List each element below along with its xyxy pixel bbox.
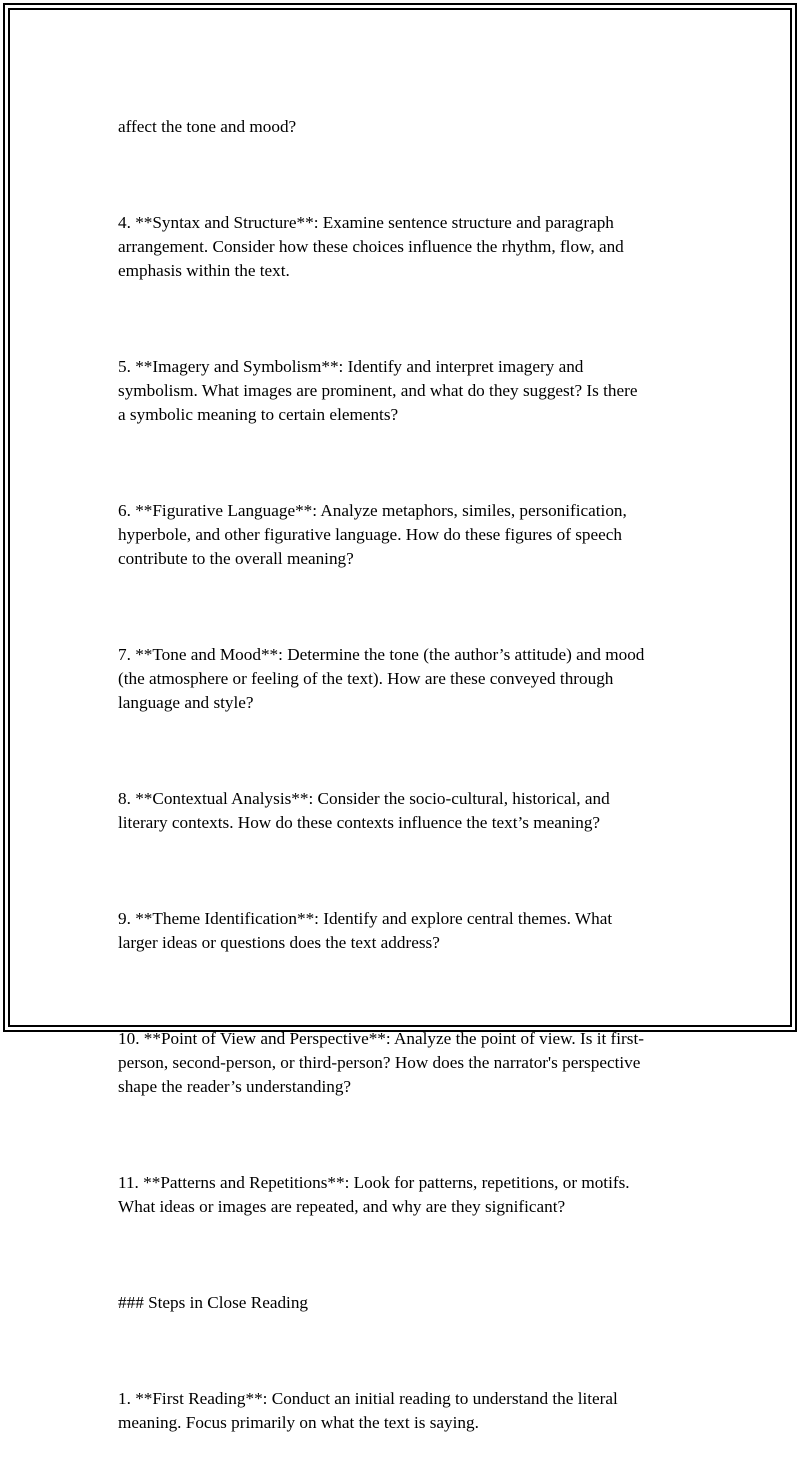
paragraph-blank — [118, 979, 708, 1003]
paragraph-blank — [118, 163, 708, 187]
paragraph-blank — [118, 1243, 708, 1267]
paragraph-blank — [118, 307, 708, 331]
paragraph-tone-and-mood: 7. **Tone and Mood**: Determine the tone (the author’s attitude) and mood (the atmosphere or feeling of the text). How are these conveyed through language and style? — [118, 645, 645, 712]
paragraph-blank — [118, 739, 708, 763]
document-body — [118, 91, 708, 1459]
paragraph-blank — [118, 859, 708, 883]
paragraph-figurative-language: 6. **Figurative Language**: Analyze metaphors, similes, personification, hyperbole, and other figurative language. How do these figures of speech contribute to the overall meaning? — [118, 501, 627, 568]
paragraph-syntax-structure: 4. **Syntax and Structure**: Examine sentence structure and paragraph arrangement. Consider how these choices influence the rhythm, flow, and emphasis within the text. — [118, 213, 624, 280]
paragraph-imagery-symbolism: 5. **Imagery and Symbolism**: Identify and interpret imagery and symbolism. What images are prominent, and what do they suggest? Is there a symbolic meaning to certain elements? — [118, 357, 638, 424]
paragraph-blank — [118, 1339, 708, 1363]
paragraph-blank — [118, 595, 708, 619]
paragraph-tone-mood-end: affect the tone and mood? — [118, 117, 297, 136]
paragraph-theme-identification: 9. **Theme Identification**: Identify and explore central themes. What larger ideas or questions does the text address? — [118, 909, 613, 952]
section-heading-steps: ### Steps in Close Reading — [118, 1293, 309, 1312]
paragraph-patterns-repetitions: 11. **Patterns and Repetitions**: Look for patterns, repetitions, or motifs. What ideas or images are repeated, and why are they significant? — [118, 1173, 630, 1216]
paragraph-blank — [118, 451, 708, 475]
paragraph-point-of-view: 10. **Point of View and Perspective**: Analyze the point of view. Is it first- person, second-person, or third-person? How does the narrator's perspective shape the reader’s understanding? — [118, 1029, 644, 1096]
paragraph-contextual-analysis: 8. **Contextual Analysis**: Consider the socio-cultural, historical, and literary contexts. How do these contexts influence the text’s meaning? — [118, 789, 610, 832]
paragraph-blank — [118, 1123, 708, 1147]
paragraph-first-reading: 1. **First Reading**: Conduct an initial reading to understand the literal meaning. Focus primarily on what the text is saying. — [118, 1389, 618, 1432]
